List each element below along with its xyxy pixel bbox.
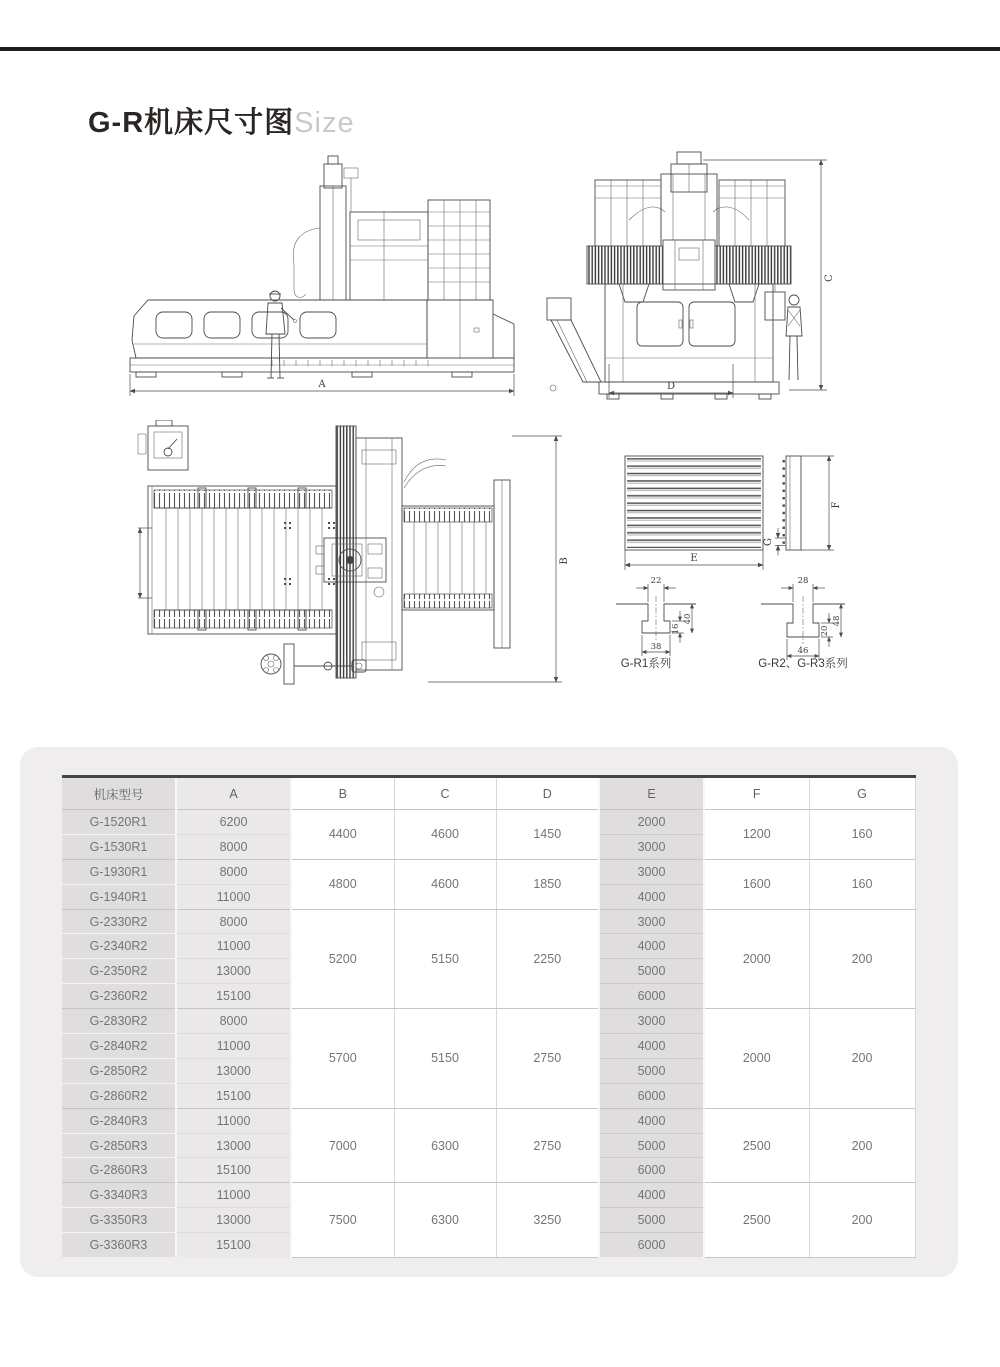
g-cell: 200 bbox=[809, 909, 915, 1009]
b-cell: 5700 bbox=[291, 1009, 394, 1109]
header-c: C bbox=[394, 777, 496, 810]
header-f: F bbox=[704, 777, 809, 810]
model-cell: G-2840R2 bbox=[62, 1034, 176, 1059]
g-cell: 200 bbox=[809, 1009, 915, 1109]
c-cell: 5150 bbox=[394, 909, 496, 1009]
c-cell: 4600 bbox=[394, 810, 496, 860]
model-cell: G-2860R3 bbox=[62, 1158, 176, 1183]
bolt-dots bbox=[284, 522, 335, 585]
gantry-hatch bbox=[336, 426, 356, 678]
e-cell: 4000 bbox=[599, 1108, 704, 1133]
e-cell: 3000 bbox=[599, 1009, 704, 1034]
e-cell: 5000 bbox=[599, 1208, 704, 1233]
e-cell: 2000 bbox=[599, 810, 704, 835]
spec-table-header-row bbox=[62, 777, 915, 810]
model-cell: G-1530R1 bbox=[62, 834, 176, 859]
spec-table-body bbox=[62, 810, 915, 1258]
f-cell: 1200 bbox=[704, 810, 809, 860]
e-cell: 6000 bbox=[599, 1158, 704, 1183]
tslot-r1-series-label: G-R1系列 bbox=[620, 658, 672, 670]
a-cell: 13000 bbox=[176, 1133, 291, 1158]
tslot-detail-gr1 bbox=[616, 576, 696, 670]
a-cell: 11000 bbox=[176, 1108, 291, 1133]
header-g: G bbox=[809, 777, 915, 810]
front-view-drawing bbox=[543, 150, 839, 402]
tslot-r1-total-height: 40 bbox=[683, 613, 693, 625]
table-row bbox=[62, 859, 915, 884]
table-row bbox=[62, 1183, 915, 1208]
a-cell: 8000 bbox=[176, 909, 291, 934]
table-row bbox=[62, 909, 915, 934]
tslot-r1-top-width: 22 bbox=[650, 576, 662, 586]
e-cell: 4000 bbox=[599, 934, 704, 959]
a-cell: 15100 bbox=[176, 1158, 291, 1183]
a-cell: 6200 bbox=[176, 810, 291, 835]
dim-label-d: D bbox=[666, 381, 676, 392]
e-cell: 3000 bbox=[599, 909, 704, 934]
f-cell: 2500 bbox=[704, 1183, 809, 1257]
model-cell: G-2850R2 bbox=[62, 1058, 176, 1083]
plan-view-drawing bbox=[128, 420, 574, 698]
e-cell: 4000 bbox=[599, 1034, 704, 1059]
a-cell: 15100 bbox=[176, 1083, 291, 1108]
tslot-r23-top-width: 28 bbox=[797, 576, 809, 586]
page-title bbox=[88, 100, 355, 141]
d-cell: 1450 bbox=[496, 810, 599, 860]
f-cell: 2000 bbox=[704, 909, 809, 1009]
a-cell: 8000 bbox=[176, 1009, 291, 1034]
e-cell: 5000 bbox=[599, 1133, 704, 1158]
model-cell: G-1520R1 bbox=[62, 810, 176, 835]
a-cell: 13000 bbox=[176, 1208, 291, 1233]
c-cell: 6300 bbox=[394, 1183, 496, 1257]
model-cell: G-1930R1 bbox=[62, 859, 176, 884]
tslot-r23-total-height: 48 bbox=[832, 615, 842, 627]
model-cell: G-2850R3 bbox=[62, 1133, 176, 1158]
d-cell: 2750 bbox=[496, 1108, 599, 1183]
tslot-r23-bottom-width: 46 bbox=[797, 646, 809, 656]
a-cell: 15100 bbox=[176, 1233, 291, 1257]
model-cell: G-2360R2 bbox=[62, 984, 176, 1009]
g-cell: 160 bbox=[809, 810, 915, 860]
worktable-top-view bbox=[598, 442, 860, 574]
e-cell: 3000 bbox=[599, 859, 704, 884]
tslot-r23-series-label: G-R2、G-R3系列 bbox=[758, 658, 848, 670]
page-title-en: Size bbox=[294, 107, 355, 139]
dim-label-e: E bbox=[690, 553, 698, 564]
d-cell: 1850 bbox=[496, 859, 599, 909]
table-row bbox=[62, 1108, 915, 1133]
tslot-details bbox=[598, 572, 888, 677]
e-cell: 6000 bbox=[599, 984, 704, 1009]
g-cell: 200 bbox=[809, 1183, 915, 1257]
a-cell: 15100 bbox=[176, 984, 291, 1009]
table-row bbox=[62, 810, 915, 835]
top-divider-bar bbox=[0, 47, 1000, 51]
model-cell: G-2830R2 bbox=[62, 1009, 176, 1034]
a-cell: 11000 bbox=[176, 884, 291, 909]
a-cell: 13000 bbox=[176, 959, 291, 984]
e-cell: 5000 bbox=[599, 1058, 704, 1083]
table-row bbox=[62, 1009, 915, 1034]
b-cell: 4800 bbox=[291, 859, 394, 909]
model-cell: G-3360R3 bbox=[62, 1233, 176, 1257]
d-cell: 2250 bbox=[496, 909, 599, 1009]
model-cell: G-2840R3 bbox=[62, 1108, 176, 1133]
d-cell: 2750 bbox=[496, 1009, 599, 1109]
dim-label-a: A bbox=[318, 379, 326, 390]
tslot-detail-gr23 bbox=[758, 576, 847, 670]
c-cell: 6300 bbox=[394, 1108, 496, 1183]
e-cell: 4000 bbox=[599, 1183, 704, 1208]
model-cell: G-2330R2 bbox=[62, 909, 176, 934]
e-cell: 6000 bbox=[599, 1083, 704, 1108]
header-b: B bbox=[291, 777, 394, 810]
dim-label-f: F bbox=[831, 501, 842, 509]
b-cell: 4400 bbox=[291, 810, 394, 860]
side-view-drawing bbox=[122, 148, 542, 400]
b-cell: 7000 bbox=[291, 1108, 394, 1183]
header-d: D bbox=[496, 777, 599, 810]
a-cell: 8000 bbox=[176, 834, 291, 859]
dim-label-g: G bbox=[763, 538, 774, 546]
a-cell: 11000 bbox=[176, 1183, 291, 1208]
b-cell: 5200 bbox=[291, 909, 394, 1009]
model-cell: G-1940R1 bbox=[62, 884, 176, 909]
e-cell: 3000 bbox=[599, 834, 704, 859]
spec-table bbox=[62, 775, 916, 1258]
tslot-r23-inner-height: 20 bbox=[820, 625, 830, 637]
e-cell: 4000 bbox=[599, 884, 704, 909]
a-cell: 13000 bbox=[176, 1058, 291, 1083]
model-cell: G-3340R3 bbox=[62, 1183, 176, 1208]
page-title-zh: G-R机床尺寸图 bbox=[88, 107, 295, 139]
model-cell: G-3350R3 bbox=[62, 1208, 176, 1233]
model-cell: G-2350R2 bbox=[62, 959, 176, 984]
header-model: 机床型号 bbox=[62, 777, 176, 810]
c-cell: 4600 bbox=[394, 859, 496, 909]
g-cell: 160 bbox=[809, 859, 915, 909]
operator-figure bbox=[786, 295, 802, 380]
b-cell: 7500 bbox=[291, 1183, 394, 1257]
e-cell: 5000 bbox=[599, 959, 704, 984]
model-cell: G-2340R2 bbox=[62, 934, 176, 959]
a-cell: 11000 bbox=[176, 934, 291, 959]
a-cell: 8000 bbox=[176, 859, 291, 884]
tslot-r1-bottom-width: 38 bbox=[650, 642, 662, 652]
c-cell: 5150 bbox=[394, 1009, 496, 1109]
dim-label-b: B bbox=[559, 557, 570, 565]
g-cell: 200 bbox=[809, 1108, 915, 1183]
model-cell: G-2860R2 bbox=[62, 1083, 176, 1108]
d-cell: 3250 bbox=[496, 1183, 599, 1257]
e-cell: 6000 bbox=[599, 1233, 704, 1257]
header-a: A bbox=[176, 777, 291, 810]
f-cell: 1600 bbox=[704, 859, 809, 909]
slot-ticks bbox=[783, 460, 785, 544]
tslot-r1-inner-height: 16 bbox=[671, 623, 681, 635]
a-cell: 11000 bbox=[176, 1034, 291, 1059]
header-e: E bbox=[599, 777, 704, 810]
f-cell: 2000 bbox=[704, 1009, 809, 1109]
f-cell: 2500 bbox=[704, 1108, 809, 1183]
dim-label-c: C bbox=[824, 274, 835, 282]
